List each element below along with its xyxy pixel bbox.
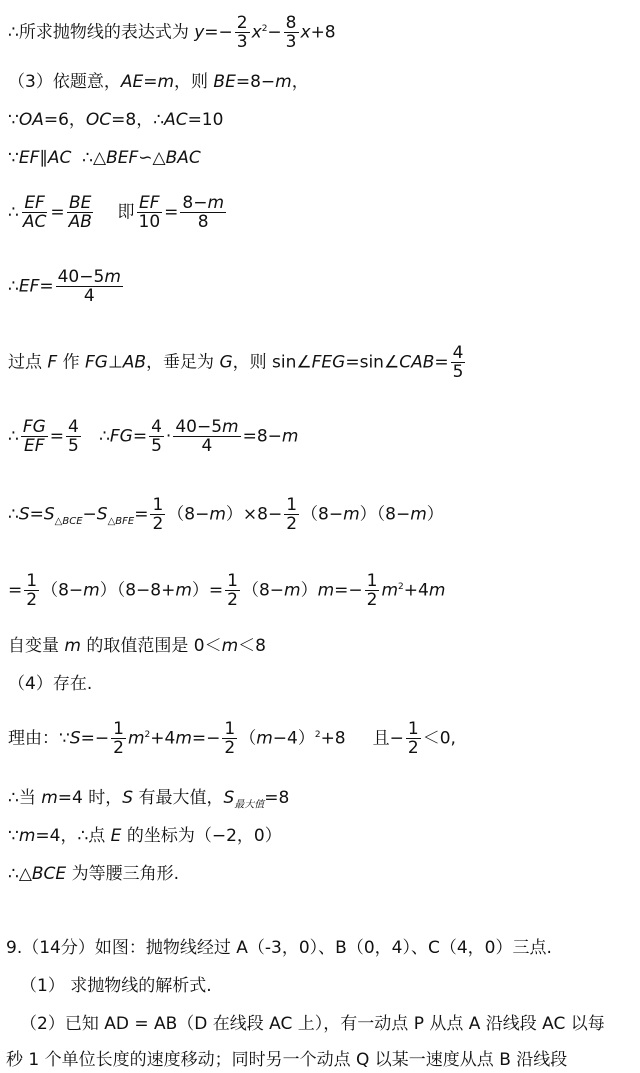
problem-9-question-2-line-2: 秒 1 个单位长度的速度移动；同时另一个动点 Q 以某一速度从点 B 沿线段 bbox=[6, 1050, 568, 1070]
problem-9-question-2-line-1: （2）已知 AD = AB（D 在线段 AC 上），有一动点 P 从点 A 沿线段 AC 以每 bbox=[20, 1014, 605, 1034]
solution-line-11: 自变量 m 的取值范围是 0＜m＜8 bbox=[8, 636, 266, 656]
solution-line-13: 理由：∵S=− $\frac{1}{2}$ $m^2+4m=-$ $\frac{1}{2}$ $(m-4)^2+8$ 且− $\frac{1}{2}$ ＜0, bbox=[8, 719, 456, 758]
solution-line-4: ∵EF∥AC ∴△BEF∽△BAC bbox=[8, 148, 201, 168]
solution-line-7: 过点 F 作 FG⊥AB，垂足为 G，则 sin∠FEG=sin∠CAB= $\frac{4}{5}$ bbox=[8, 343, 464, 382]
solution-line-8: ∴ $\frac{FG}{EF}$ = $\frac{4}{5}$ ∴FG= $\frac{4}{5}$ · $\frac{40-5m}{4}$ =8−m bbox=[8, 417, 299, 456]
problem-9-title: 9.（14分）如图：抛物线经过 A（-3，0）、B（0，4）、C（4，0）三点. bbox=[6, 938, 552, 958]
solution-line-14: ∴当 m=4 时，S 有最大值，$S_{最大值}=8$ bbox=[8, 788, 290, 811]
solution-line-12: （4）存在. bbox=[8, 674, 93, 694]
solution-line-2: （3）依题意，AE=m，则 BE=8−m， bbox=[8, 72, 309, 92]
solution-line-16: ∴△BCE 为等腰三角形. bbox=[8, 864, 179, 884]
solution-line-3: ∵OA=6，OC=8，∴AC=10 bbox=[8, 110, 224, 130]
solution-line-10: = $\frac{1}{2}$ （8−m）（8−8+m）= $\frac{1}{2}$ （8−m）m=− $\frac{1}{2}$ $m^2+4m$ bbox=[8, 571, 446, 610]
solution-line-9: $\therefore S=S_{\triangle BCE}-S_{\triangle BFE}=$ $\frac{1}{2}$ （8−m）×8− $\frac{1}{2}$ （8−m）（8−m） bbox=[8, 495, 444, 534]
solution-line-1: ∴所求抛物线的表达式为 y=− $\frac{2}{3}$ $x^2-$ $\frac{8}{3}$ x+8 bbox=[8, 13, 336, 52]
solution-line-5: ∴ $\frac{EF}{AC}$ = $\frac{BE}{AB}$ 即 $\frac{EF}{10}$ = $\frac{8-m}{8}$ bbox=[8, 193, 225, 232]
solution-line-6: ∴EF= $\frac{40-5m}{4}$ bbox=[8, 267, 121, 306]
solution-line-15: ∵m=4，∴点 E 的坐标为（−2，0） bbox=[8, 826, 282, 846]
problem-9-question-1: （1） 求抛物线的解析式. bbox=[20, 976, 212, 996]
